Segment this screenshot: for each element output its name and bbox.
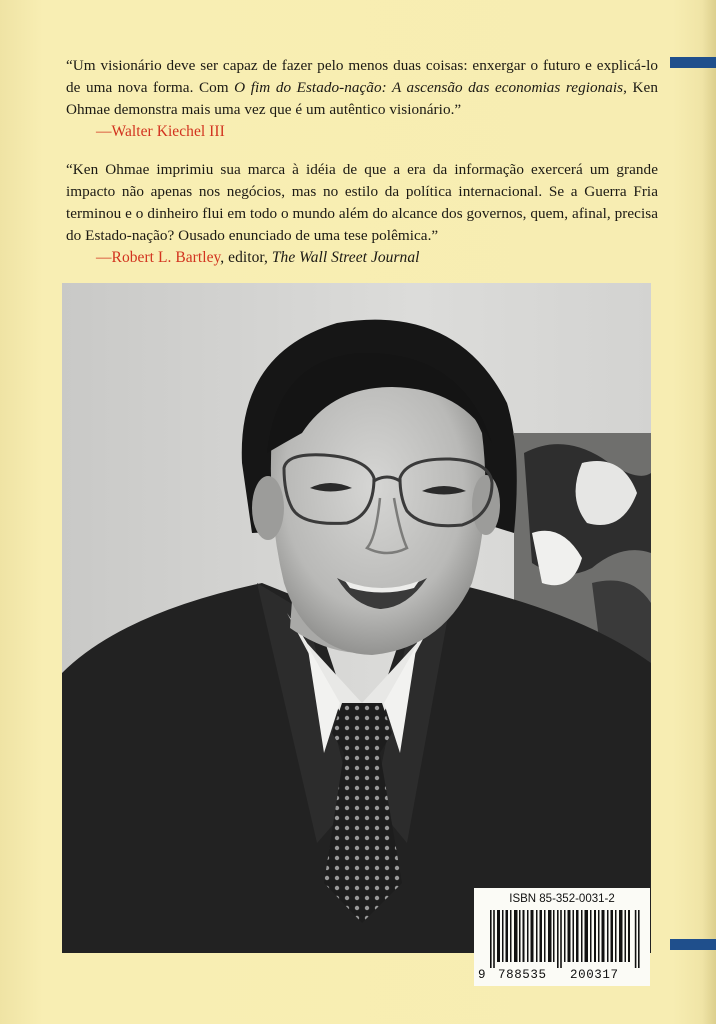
quote-kiechel-post: , Ken Ohmae demonstra mais uma vez que é um autêntico visionário.”	[66, 79, 658, 118]
barcode-digit-first: 9	[478, 968, 487, 982]
barcode-digits-right: 200317	[570, 968, 619, 982]
blue-edge-mark-top	[670, 57, 716, 68]
blue-edge-mark-bottom	[670, 939, 716, 950]
barcode-digits-left: 788535	[498, 968, 547, 982]
quote-bartley	[66, 159, 658, 269]
publication-name: The Wall Street Journal	[271, 249, 420, 266]
attribution-bartley	[66, 247, 658, 269]
book-title: O fim do Estado-nação: A ascensão das economias regionais	[234, 79, 624, 96]
quote-kiechel-pre: “Um visionário deve ser capaz de fazer pelo menos duas coisas: enxergar o futuro e explicá-lo de uma nova forma. Com	[66, 57, 658, 96]
isbn-label: ISBN 85-352-0031-2	[509, 893, 615, 905]
attribution-kiechel: —Walter Kiechel III	[96, 123, 225, 140]
attribution-bartley-role: , editor,	[220, 249, 272, 266]
attribution-bartley-name: —Robert L. Bartley	[96, 249, 221, 266]
quote-bartley-text: “Ken Ohmae imprimiu sua marca à idéia de que a era da informação exercerá um grande impacto não apenas nos negócios, mas no estilo da política internacional. Se a Guerra Fria terminou e o dinheiro flui em todo o mundo além do alcance dos governos, quem, afinal, precisa do Estado-nação? Ousado enunciado de uma tese polêmica.”	[66, 161, 658, 244]
quote-kiechel	[66, 55, 658, 143]
cover-edge	[702, 0, 716, 1024]
author-photo	[62, 283, 651, 953]
barcode-bars	[490, 910, 640, 968]
isbn-barcode	[474, 888, 650, 986]
quote-kiechel-text	[66, 55, 658, 121]
